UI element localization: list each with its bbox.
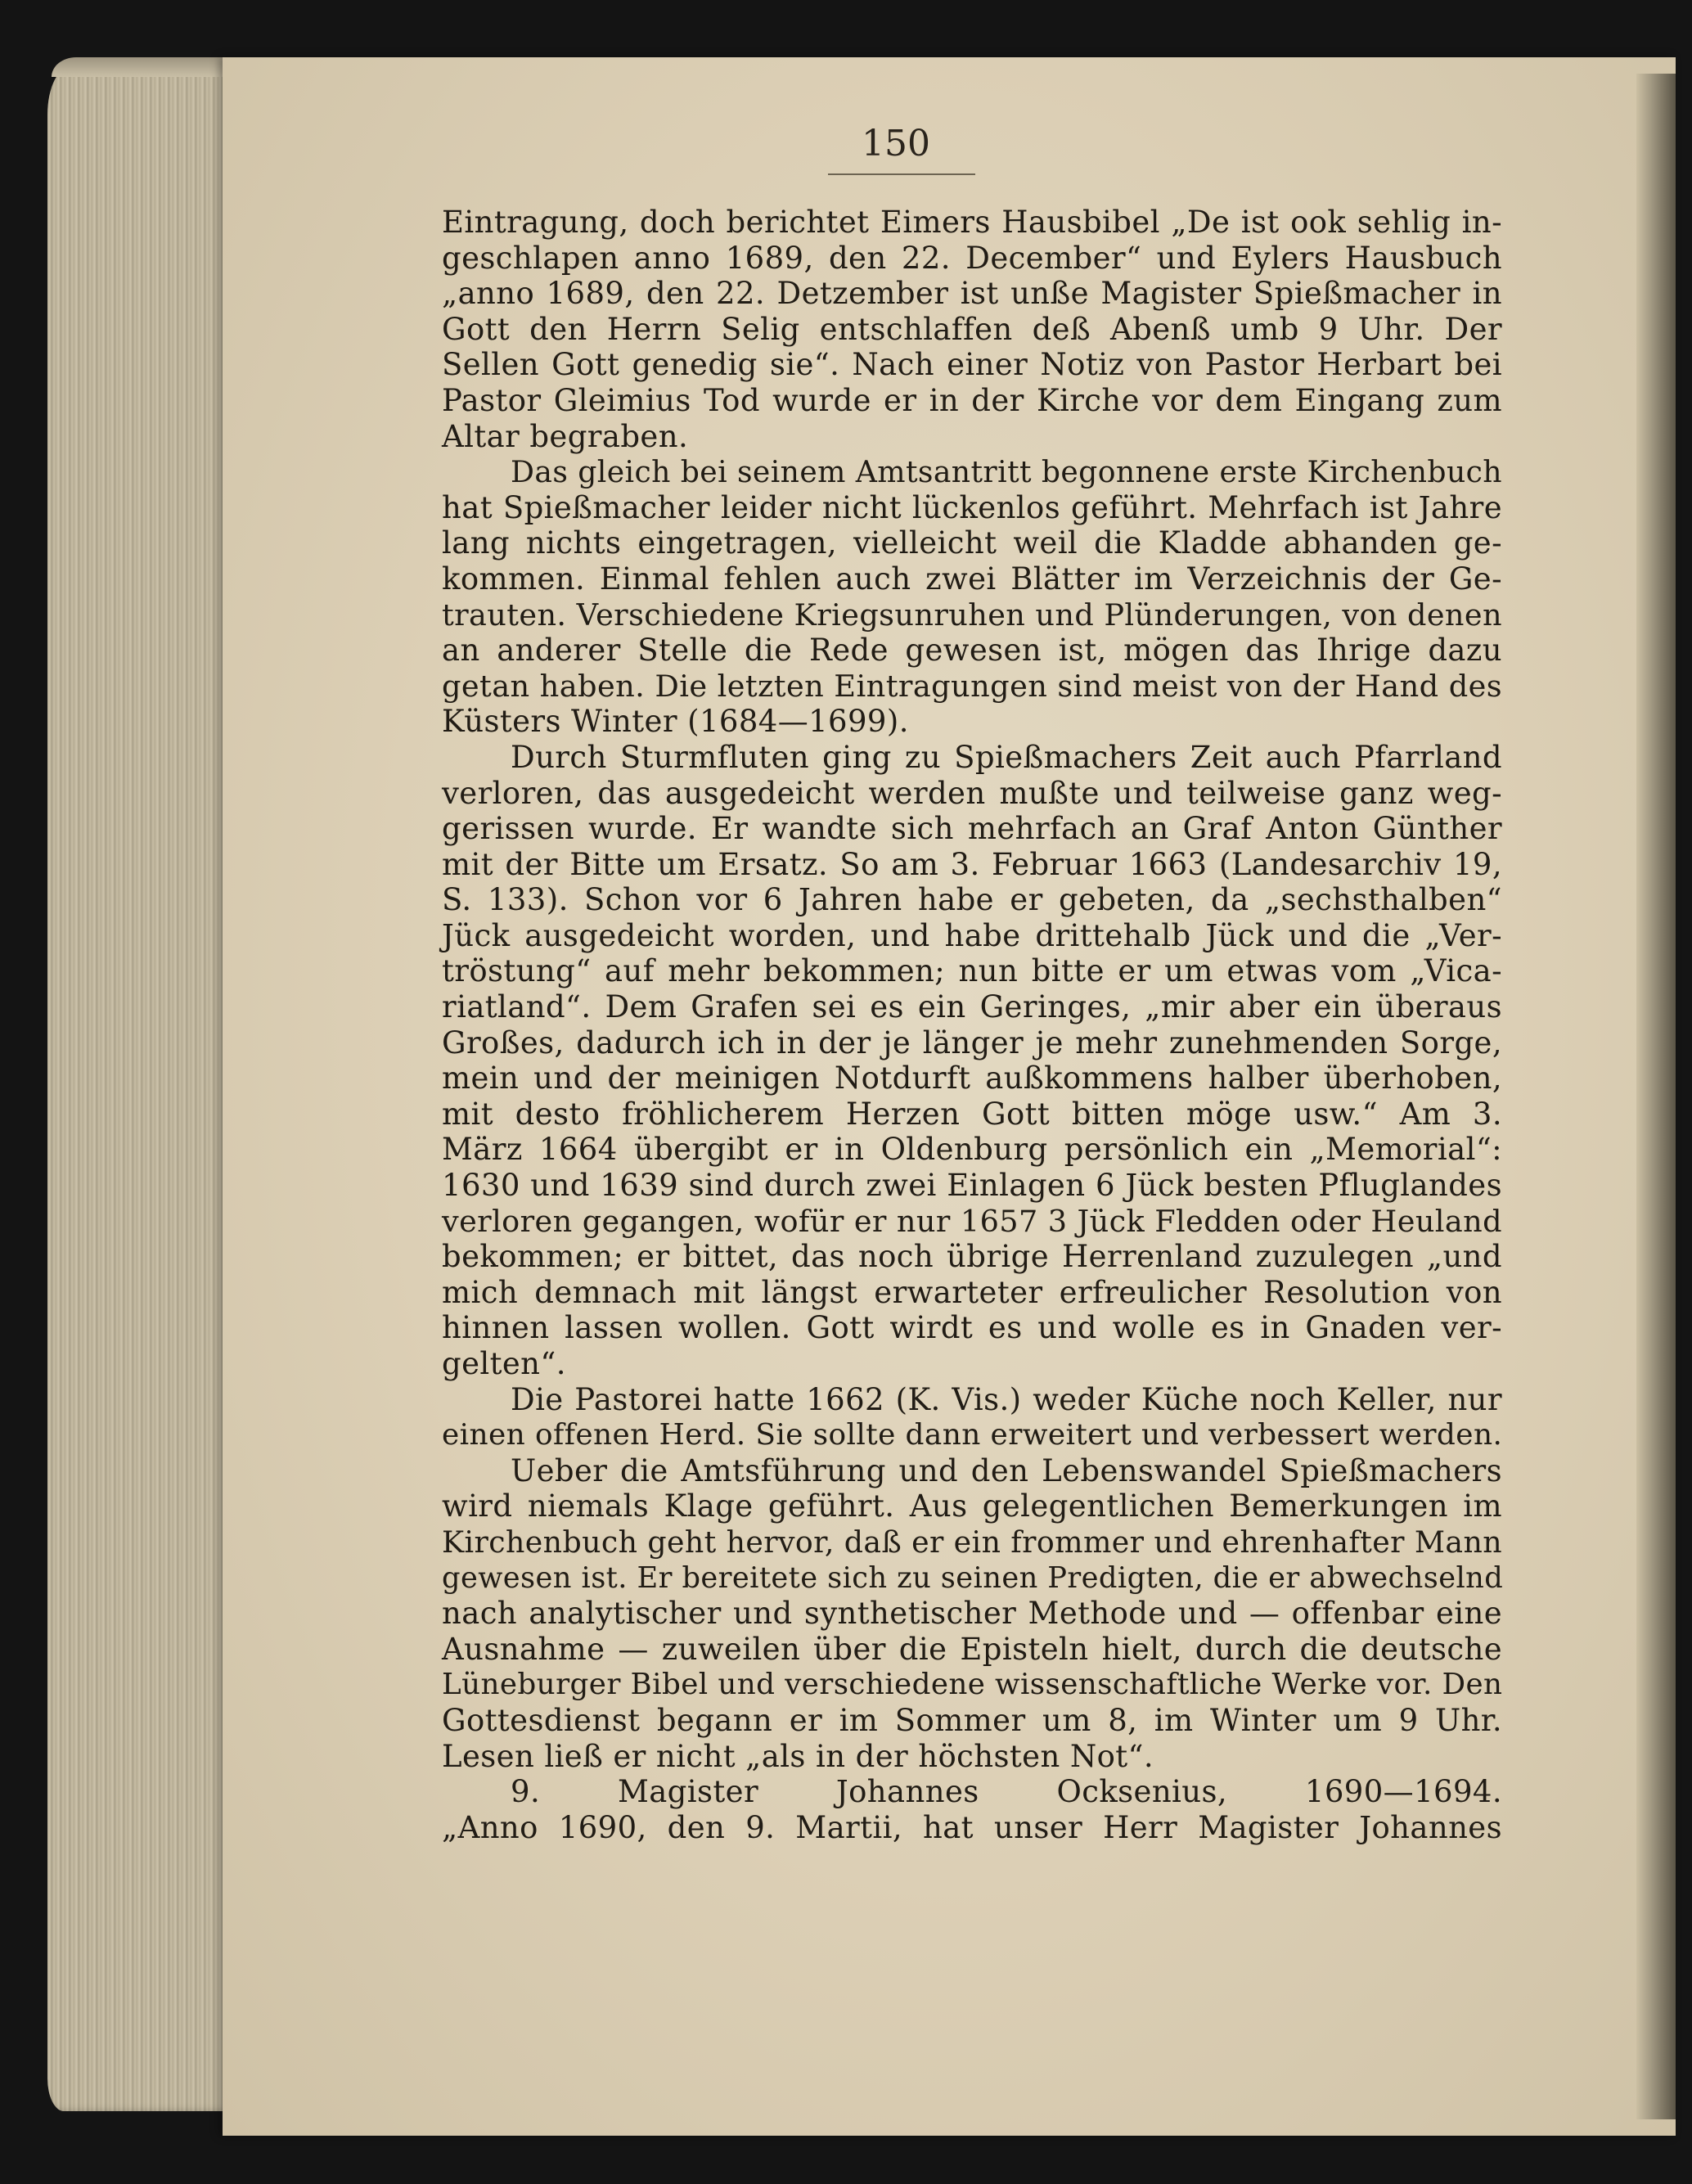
text-line: 1630 und 1639 sind durch zwei Einlagen 6 Jück besten Pfluglandes: [442, 1168, 1502, 1204]
page-stack-edges: [47, 65, 248, 2111]
text-line: lang nichts eingetragen, vielleicht weil die Kladde abhanden ge-: [442, 525, 1502, 561]
text-line: Ausnahme — zuweilen über die Episteln hielt, durch die deutsche: [442, 1631, 1502, 1667]
text-line: Lesen ließ er nicht „als in der höchsten Not“.: [442, 1738, 1154, 1774]
text-line: bekommen; er bittet, das noch übrige Herrenland zuzulegen „und: [442, 1239, 1502, 1275]
text-line: Kirchenbuch geht hervor, daß er ein frommer und ehrenhafter Mann: [442, 1524, 1502, 1560]
text-line: 9. Magister Johannes Ocksenius, 1690—1694.: [511, 1774, 1502, 1810]
text-line: hinnen lassen wollen. Gott wirdt es und wolle es in Gnaden ver-: [442, 1310, 1502, 1346]
text-line: Gott den Herrn Selig entschlaffen deß Abenß umb 9 Uhr. Der: [442, 311, 1502, 347]
text-line: tröstung“ auf mehr bekommen; nun bitte er um etwas vom „Vica-: [442, 953, 1502, 989]
text-line: Pastor Gleimius Tod wurde er in der Kirche vor dem Eingang zum: [442, 382, 1502, 418]
text-line: Die Pastorei hatte 1662 (K. Vis.) weder Küche noch Keller, nur: [511, 1381, 1502, 1417]
text-line: S. 133). Schon vor 6 Jahren habe er gebeten, da „sechsthalben“: [442, 882, 1502, 918]
text-line: Jück ausgedeicht worden, und habe drittehalb Jück und die „Ver-: [442, 917, 1502, 953]
text-line: Altar begraben.: [442, 418, 689, 454]
text-line: Großes, dadurch ich in der je länger je mehr zunehmenden Sorge,: [442, 1024, 1502, 1060]
text-line: „Anno 1690, den 9. Martii, hat unser Herr Magister Johannes: [442, 1809, 1502, 1845]
text-line: mich demnach mit längst erwarteter erfreulicher Resolution von: [442, 1274, 1502, 1310]
text-line: gerissen wurde. Er wandte sich mehrfach an Graf Anton Günther: [442, 811, 1502, 847]
header-rule: [828, 173, 975, 175]
page-stack-top: [52, 57, 248, 77]
text-line: an anderer Stelle die Rede gewesen ist, mögen das Ihrige dazu: [442, 633, 1502, 669]
binding-shadow: [1636, 74, 1676, 2119]
text-line: verloren gegangen, wofür er nur 1657 3 Jück Fledden oder Heuland: [442, 1203, 1502, 1239]
text-line: Ueber die Amtsführung und den Lebenswandel Spießmachers: [511, 1452, 1502, 1488]
text-line: Das gleich bei seinem Amtsantritt begonnene erste Kirchenbuch: [511, 454, 1502, 490]
text-line: geschlapen anno 1689, den 22. December“ und Eylers Hausbuch: [442, 240, 1502, 276]
text-line: Durch Sturmfluten ging zu Spießmachers Zeit auch Pfarrland: [511, 739, 1502, 775]
text-line: einen offenen Herd. Sie sollte dann erweitert und verbessert werden.: [442, 1418, 1503, 1452]
text-line: gewesen ist. Er bereitete sich zu seinen Predigten, die er abwechselnd: [442, 1560, 1504, 1595]
text-line: mit desto fröhlicherem Herzen Gott bitten möge usw.“ Am 3.: [442, 1096, 1502, 1132]
text-line: mein und der meinigen Notdurft außkommens halber überhoben,: [442, 1060, 1502, 1097]
body-text: [442, 205, 1502, 1845]
text-line: Sellen Gott genedig sie“. Nach einer Notiz von Pastor Herbart bei: [442, 347, 1502, 383]
text-line: hat Spießmacher leider nicht lückenlos geführt. Mehrfach ist Jahre: [442, 489, 1502, 525]
text-line: „anno 1689, den 22. Detzember ist unße Magister Spießmacher in: [442, 276, 1502, 312]
text-line: Küsters Winter (1684—1699).: [442, 704, 909, 740]
text-line: trauten. Verschiedene Kriegsunruhen und Plünderungen, von denen: [442, 597, 1502, 633]
text-line: nach analytischer und synthetischer Methode und — offenbar eine: [442, 1596, 1502, 1632]
text-line: verloren, das ausgedeicht werden mußte und teilweise ganz weg-: [442, 775, 1502, 811]
text-line: wird niemals Klage geführt. Aus gelegentlichen Bemerkungen im: [442, 1488, 1502, 1524]
text-line: Gottesdienst begann er im Sommer um 8, im Winter um 9 Uhr.: [442, 1702, 1502, 1738]
text-line: getan haben. Die letzten Eintragungen sind meist von der Hand des: [442, 668, 1502, 704]
page-number: 150: [862, 123, 930, 164]
text-line: kommen. Einmal fehlen auch zwei Blätter im Verzeichnis der Ge-: [442, 561, 1502, 597]
text-line: gelten“.: [442, 1346, 566, 1381]
text-line: Lüneburger Bibel und verschiedene wissenschaftliche Werke vor. Den: [442, 1668, 1503, 1702]
text-line: März 1664 übergibt er in Oldenburg persönlich ein „Memorial“:: [442, 1132, 1502, 1168]
text-line: Eintragung, doch berichtet Eimers Hausbibel „De ist ook sehlig in-: [442, 205, 1502, 240]
text-line: mit der Bitte um Ersatz. So am 3. Februar 1663 (Landesarchiv 19,: [442, 846, 1502, 882]
text-line: riatland“. Dem Grafen sei es ein Geringes, „mir aber ein überaus: [442, 989, 1502, 1025]
